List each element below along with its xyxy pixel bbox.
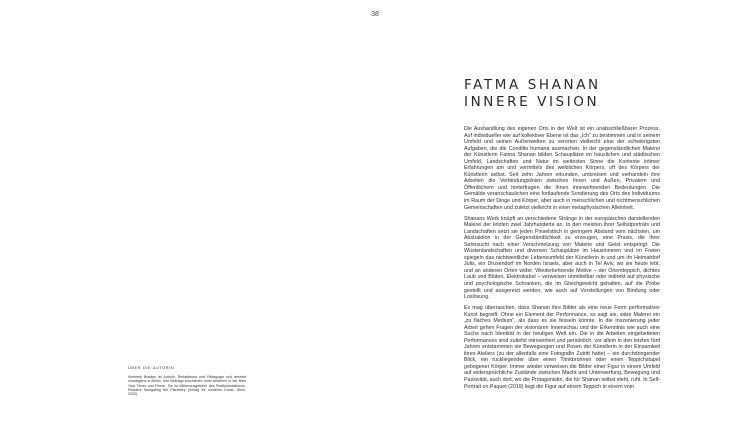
page-number: 38 (371, 11, 379, 18)
author-bio: Kimberly Bradley ist Autorin, Redakteurin und Pädagogin und arbeitet vorwiegend in Berlin. Ihre Beiträge erschienen unter anderem in der New York Times und Frieze. Sie ist Mitherausgeberin des Postkolonialismus-Readers Navigating the Planetary (Verlag für moderne Kunst, Wien, 2020). (128, 375, 246, 397)
body-paragraph: Die Aushandlung des eigenen Orts in der Welt ist ein unabschließbarer Prozess. Auf individueller wie auf kollektiver Ebene ist das „Ich" zu bestimmen und in seinem Umfeld und seinen Außenwelten zu verorten vielleicht eine der schwierigsten Aufgaben, die die Conditio humana ausmachen. In der gegenständlichen Malerei der Künstlerin Fatma Shanan bilden Schauplätze im häuslichen und städtischen Umfeld, Landschaften und Natur im weitesten Sinne die Kontexte intimer Erfahrungen am und vermittels des weiblichen Körpers, oft des Körpers der Künstlerin selbst. Seit zehn Jahren erkunden, umkreisen und verhandeln ihre Arbeiten die Verbindungslinien zwischen Innen und Außen, Privatem und Öffentlichem und hinterfragen die ihnen innewohnenden Bedeutungen. Die Gemälde veranschaulichen eine fortlaufende Sondierung des Orts des Individuums im Raum der Dinge und Körper, aber auch in menschlichen und nichtmenschlichen Gemeinschaften und zuletzt vielleicht in einer metaphysischen Alleinheit. (464, 126, 660, 211)
article-body (464, 126, 660, 395)
title-line-2: INNERE VISION (464, 94, 600, 110)
title-line-1: FATMA SHANAN (464, 77, 601, 93)
author-heading: ÜBER DIE AUTORIN (128, 365, 175, 370)
body-paragraph: Es mag überraschen, dass Shanan ihre Bilder als eine neue Form performativer Kunst begreift: Ohne ein Element der Performance, so sagt sie, wäre Malerei ein „zu flaches Medium", als dass es sie fesseln könnte. In die Inszenierung jeder Arbeit gehen Fragen der visionären Innenschau und der Erkenntnis wie auch eine Suche nach Identität in der heutigen Welt ein. Die in die Arbeiten eingebetteten Performances sind zutiefst introvertiert und persönlich; vor allem in den letzten fünf Jahren entstammten sie Bewegungen und Posen der Künstlerin in der Einsamkeit ihres Ateliers (zu der allenfalls eine Fotografin Zutritt hatte) – ein durchdringender Blick, ein rückliegender über einen Trinkbrunnen oder einen Teppichstapel gebogener Körper. Immer wieder verweisen die Bilder einer Figur in einem Umfeld auf widersprüchliche Zustände zwischen Macht und Unterwerfung, Bewegung und Passivität, auch dort, wo die Protagonistin, die für Shanan selbst steht, ruht. In Self-Portrait on Paquet (2019) liegt die Figur auf einem Teppich in einem vom (464, 305, 660, 390)
body-paragraph: Shanans Werk knüpft an verschiedene Stränge in der europäischen darstellenden Malerei der letzten zwei Jahrhunderte an. In den meisten ihrer Selbstporträts und Landschaften setzt sie jeden Pinselstrich in geringem Abstand vom nächsten, um Abstraktion in der Gegenständlichkeit zu erzeugen, eine Praxis, die ihrer Sehnsucht nach einer Verschmelzung von Materie und Geist entspringt. Die Wüstenlandschaften und diversen Schauplätze im Hausinneren und im Freien spiegeln das nichtwestliche Lebensumfeld der Künstlerin in und um ihr Heimatdorf Julis, ein Drusendorf im Norden Israels, aber auch in Tel Aviv, wo sie heute lebt, und an anderen Orten wider. Wiederkehrende Motive – der Orientteppich, dichtes Laub und Blüten, Elektrokabel – verweisen unmittelbar oder indirekt auf physische und psychologische Schranken, die im Gleichgewicht gehalten, auf die Probe gestellt und ausgereizt werden, wie auch auf Vorstellungen von Bindung oder Loslösung. (464, 215, 660, 301)
article-title (464, 77, 704, 111)
